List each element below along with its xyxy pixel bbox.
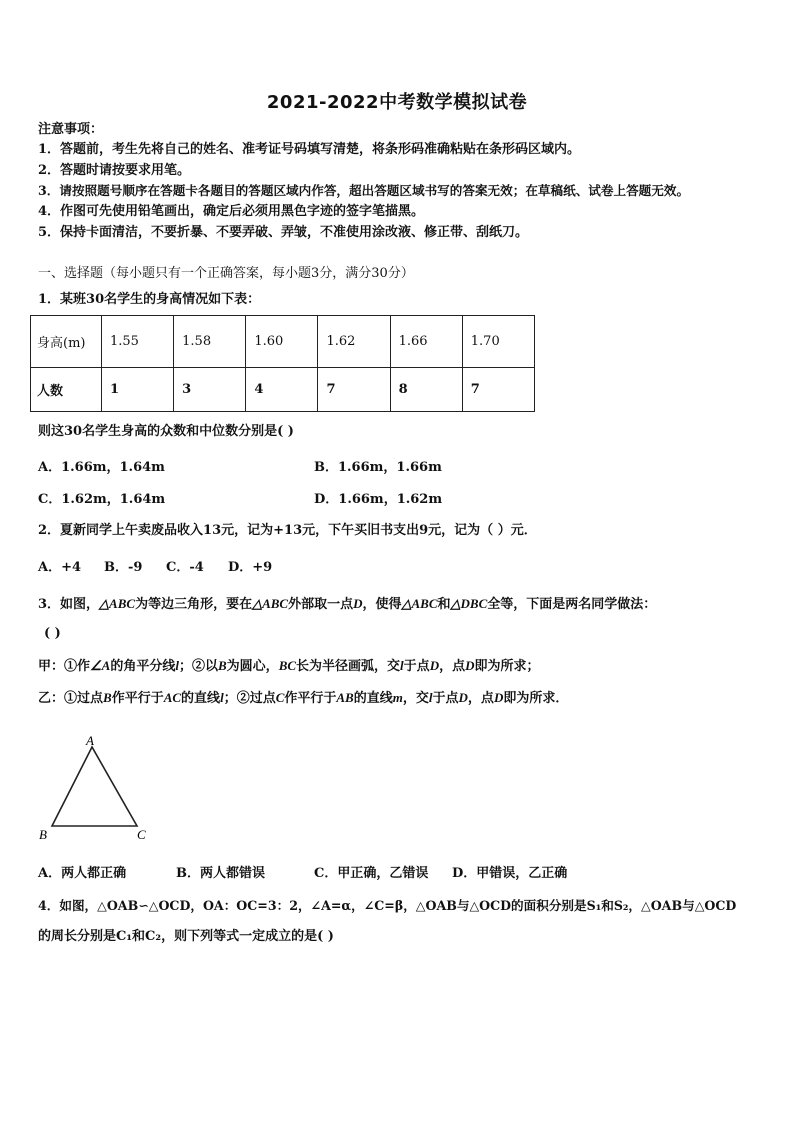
q1-option-b: B．1.66m，1.66m [314,460,442,475]
table-header-count: 人数 [31,368,102,412]
table-cell: 1.70 [462,316,534,368]
q3-option-d: D．甲错误，乙正确 [452,866,568,881]
table-cell: 7 [462,368,534,412]
table-row [31,316,535,368]
table-cell: 1.60 [246,316,318,368]
q1-option-d: D．1.66m，1.62m [314,492,443,507]
q2-option-a: A．+4 [38,560,82,575]
triangle-abc [52,747,137,826]
table-cell: 1 [102,368,174,412]
notice-item-3: 3．请按照题号顺序在答题卡各题目的答题区域内作答，超出答题区域书写的答案无效；在草稿纸、试卷上答题无效。 [38,183,690,198]
q1-option-c: C．1.62m，1.64m [38,492,166,507]
triangle-figure [36,733,152,841]
q3-method-jia: 甲：①作∠A的角平分线l；②以B为圆心，BC长为半径画弧，交l于点D，点D即为所求； [38,658,540,674]
q3-option-a: A．两人都正确 [38,866,127,881]
q4-stem-line2: 的周长分别是C₁和C₂，则下列等式一定成立的是( ) [38,929,334,944]
table-cell: 4 [246,368,318,412]
q2-option-b: B．-9 [104,560,143,575]
table-cell: 3 [174,368,246,412]
notice-heading: 注意事项： [38,122,104,137]
q2-stem: 2．夏新同学上午卖废品收入13元，记为+13元，下午买旧书支出9元，记为（ ）元． [38,523,537,538]
q1-option-a: A．1.66m，1.64m [38,460,165,475]
table-header-height: 身高(m) [31,316,102,368]
height-table [30,315,535,412]
q2-option-c: C．-4 [166,560,204,575]
vertex-label-c: C [137,827,146,841]
page-title: 2021-2022中考数学模拟试卷 [266,92,528,113]
q3-method-yi: 乙：①过点B作平行于AC的直线l；②过点C作平行于AB的直线m，交l于点D，点D即为所求． [38,690,569,706]
table-cell: 1.62 [318,316,390,368]
table-cell: 1.55 [102,316,174,368]
notice-item-1: 1．答题前，考生先将自己的姓名、准考证号码填写清楚，将条形码准确粘贴在条形码区域内。 [38,142,581,157]
table-cell: 8 [390,368,462,412]
vertex-label-b: B [39,827,47,841]
table-row [31,368,535,412]
table-cell: 1.58 [174,316,246,368]
table-cell: 1.66 [390,316,462,368]
vertex-label-a: A [86,733,94,748]
q1-question: 则这30名学生身高的众数和中位数分别是( ) [38,424,294,439]
q2-option-d: D．+9 [228,560,273,575]
q1-stem: 1．某班30名学生的身高情况如下表： [38,292,261,307]
q3-stem: 3．如图，△ABC为等边三角形，要在△ABC外部取一点D，使得△ABC和△DBC全等，下面是两名同学做法： [38,596,657,612]
q3-option-c: C．甲正确，乙错误 [314,866,429,881]
notice-item-2: 2．答题时请按要求用笔。 [38,163,191,178]
section-heading: 一、选择题（每小题只有一个正确答案，每小题3分，满分30分） [38,266,414,281]
notice-item-5: 5．保持卡面清洁，不要折暴、不要弄破、弄皱，不准使用涂改液、修正带、刮纸刀。 [38,225,529,240]
q4-stem-line1: 4．如图，△OAB∽△OCD，OA：OC=3：2，∠A=α，∠C=β，△OAB与△OCD的面积分别是S₁和S₂，△OAB与△OCD [38,898,737,913]
table-cell: 7 [318,368,390,412]
notice-item-4: 4．作图可先使用铅笔画出，确定后必须用黑色字迹的签字笔描黑。 [38,204,425,219]
q3-option-b: B．两人都错误 [176,866,265,881]
q3-answer-paren: ( ) [44,626,61,641]
